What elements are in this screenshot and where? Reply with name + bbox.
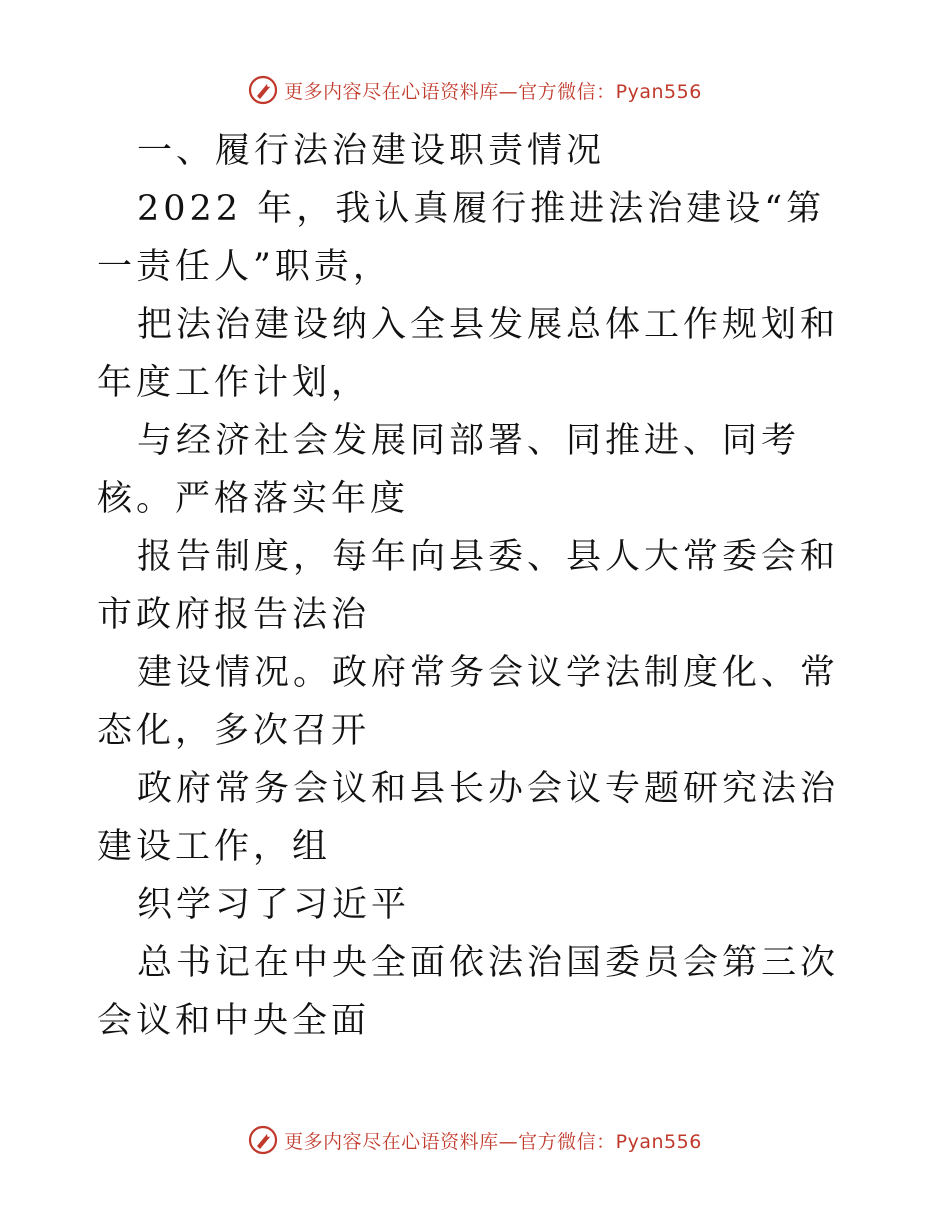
header-watermark-text: 更多内容尽在心语资料库—官方微信：Pyan556: [284, 80, 702, 103]
paragraph: 报告制度，每年向县委、县人大常委会和市政府报告法治: [97, 537, 840, 635]
paragraph: 总书记在中央全面依法治国委员会第三次会议和中央全面: [97, 943, 840, 1041]
pen-nib-logo-icon: [248, 1125, 278, 1155]
footer-watermark-text: 更多内容尽在心语资料库—官方微信：Pyan556: [284, 1130, 702, 1153]
paragraph: 政府常务会议和县长办会议专题研究法治建设工作，组: [97, 769, 840, 867]
header-watermark-banner: [0, 70, 950, 110]
paragraph: 建设情况。政府常务会议学法制度化、常态化，多次召开: [97, 653, 840, 751]
paragraph: 织学习了习近平: [137, 885, 411, 925]
paragraph: 与经济社会发展同部署、同推进、同考核。严格落实年度: [97, 421, 801, 519]
section-heading: 一、履行法治建设职责情况: [137, 131, 606, 171]
document-body: [97, 122, 857, 1050]
paragraph: 2022 年，我认真履行推进法治建设“第一责任人”职责，: [97, 189, 826, 287]
footer-watermark-banner: [0, 1120, 950, 1160]
paragraph: 把法治建设纳入全县发展总体工作规划和年度工作计划，: [97, 305, 840, 403]
pen-nib-logo-icon: [248, 75, 278, 105]
